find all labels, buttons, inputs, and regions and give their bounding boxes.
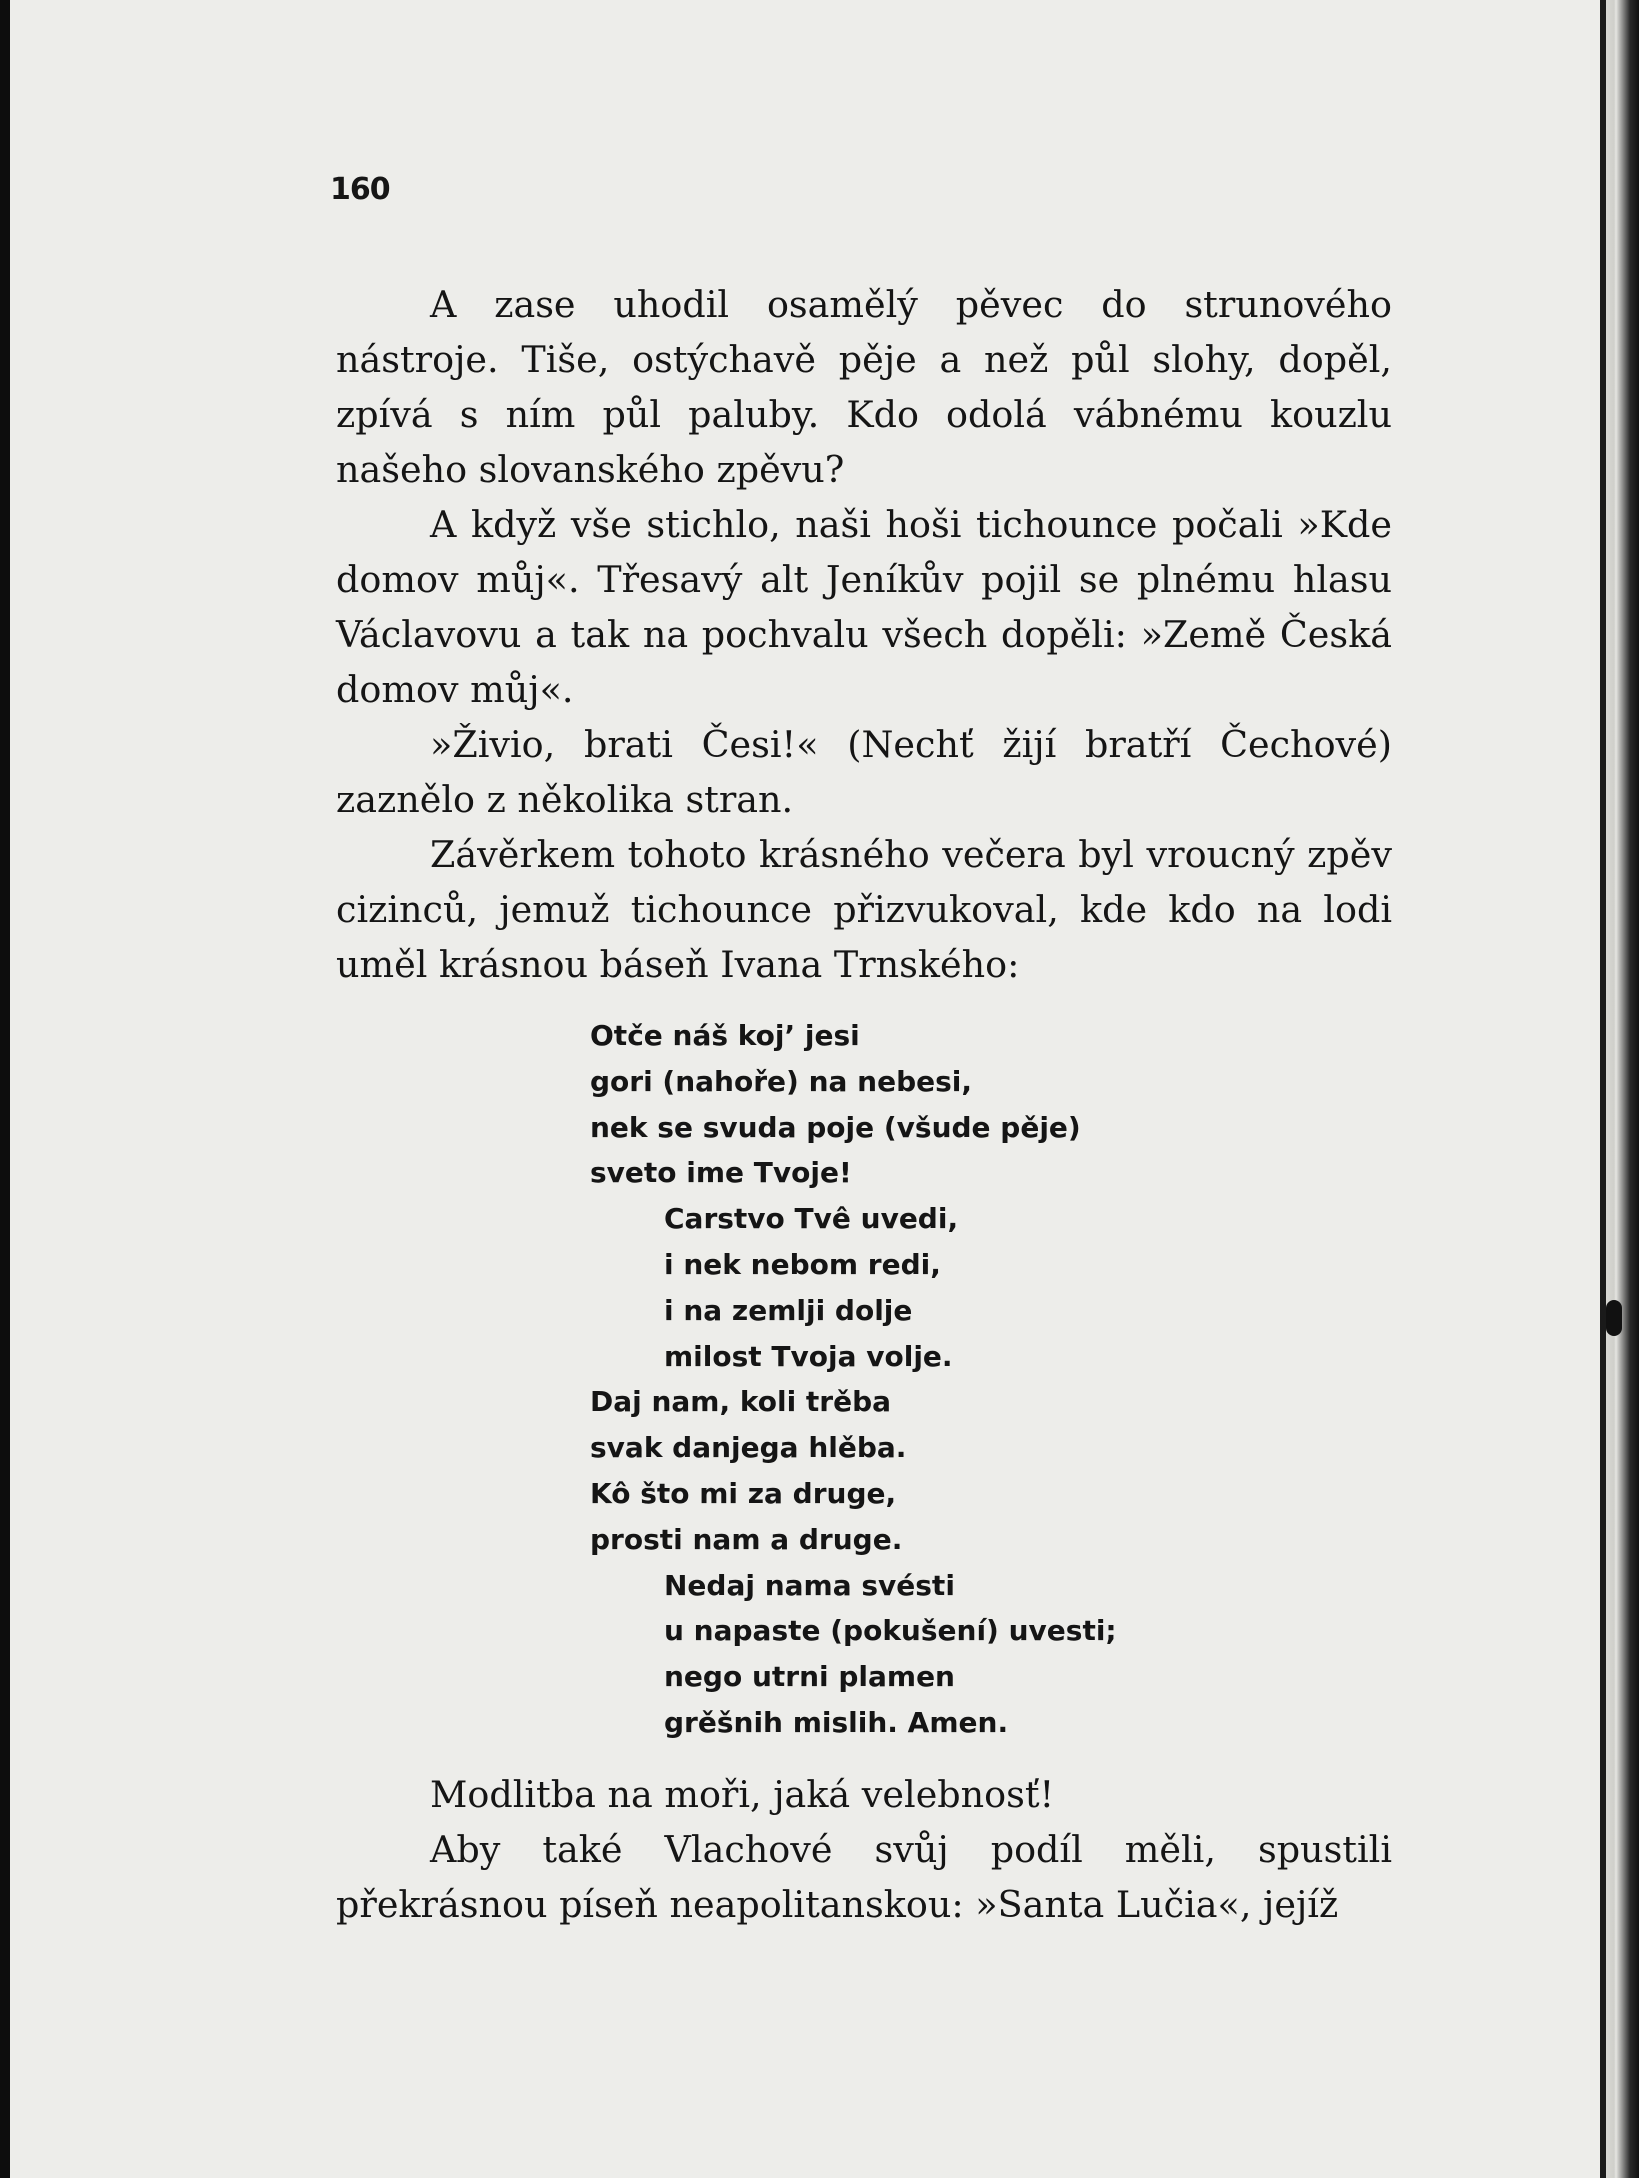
paragraph: »Živio, brati Česi!« (Nechť žijí bratří Čechové) zaznělo z několika stran. [336,723,1392,821]
page-number: 160 [330,172,390,207]
scan-border [0,0,10,2178]
poem-line: Carstvo Tvê uvedi, [664,1202,959,1236]
page-edge [1600,0,1639,2178]
poem-line: Nedaj nama svésti [664,1568,955,1602]
poem-line: nego utrni plamen [664,1660,955,1694]
poem-line: sveto ime Tvoje! [590,1156,852,1190]
body-text-continued [336,1767,1392,1932]
poem-line: svak danjega hlěba. [590,1431,907,1465]
paragraph: Závěrkem tohoto krásného večera byl vroucný zpěv cizinců, jemuž tichounce přizvukoval, kde kdo na lodi uměl krásnou báseň Ivana Trnského: [336,833,1392,986]
binding-mark [1606,1300,1622,1336]
poem [590,1013,1117,1746]
poem-line: i nek nebom redi, [664,1247,941,1281]
paragraph: Modlitba na moři, jaká velebnosť! [430,1773,1055,1816]
paragraph: A zase uhodil osamělý pěvec do strunového nástroje. Tiše, ostýchavě pěje a než půl slohy, dopěl, zpívá s ním půl paluby. Kdo odolá vábnému kouzlu našeho slovanského zpěvu? [336,283,1392,491]
poem-line: i na zemlji dolje [664,1293,913,1327]
poem-line: Daj nam, koli trěba [590,1385,892,1419]
poem-line: Kô što mi za druge, [590,1476,897,1510]
paragraph: Aby také Vlachové svůj podíl měli, spustili překrásnou píseň neapolitanskou: »Santa Lučia«, jejíž [336,1828,1392,1926]
poem-line: u napaste (pokušení) uvesti; [664,1614,1117,1648]
poem-line: Otče náš koj’ jesi [590,1019,860,1052]
poem-line: prosti nam a druge. [590,1522,903,1556]
poem-line: milost Tvoja volje. [664,1339,953,1373]
paragraph: A když vše stichlo, naši hoši tichounce počali »Kde domov můj«. Třesavý alt Jeníkův pojil se plnému hlasu Václavovu a tak na pochvalu všech dopěli: »Země Česká domov můj«. [336,503,1392,711]
poem-line: nek se svuda poje (všude pěje) [590,1110,1081,1144]
poem-line: gori (nahoře) na nebesi, [590,1064,973,1098]
poem-line: grěšnih mislih. Amen. [664,1705,1009,1739]
body-text [336,277,1392,992]
